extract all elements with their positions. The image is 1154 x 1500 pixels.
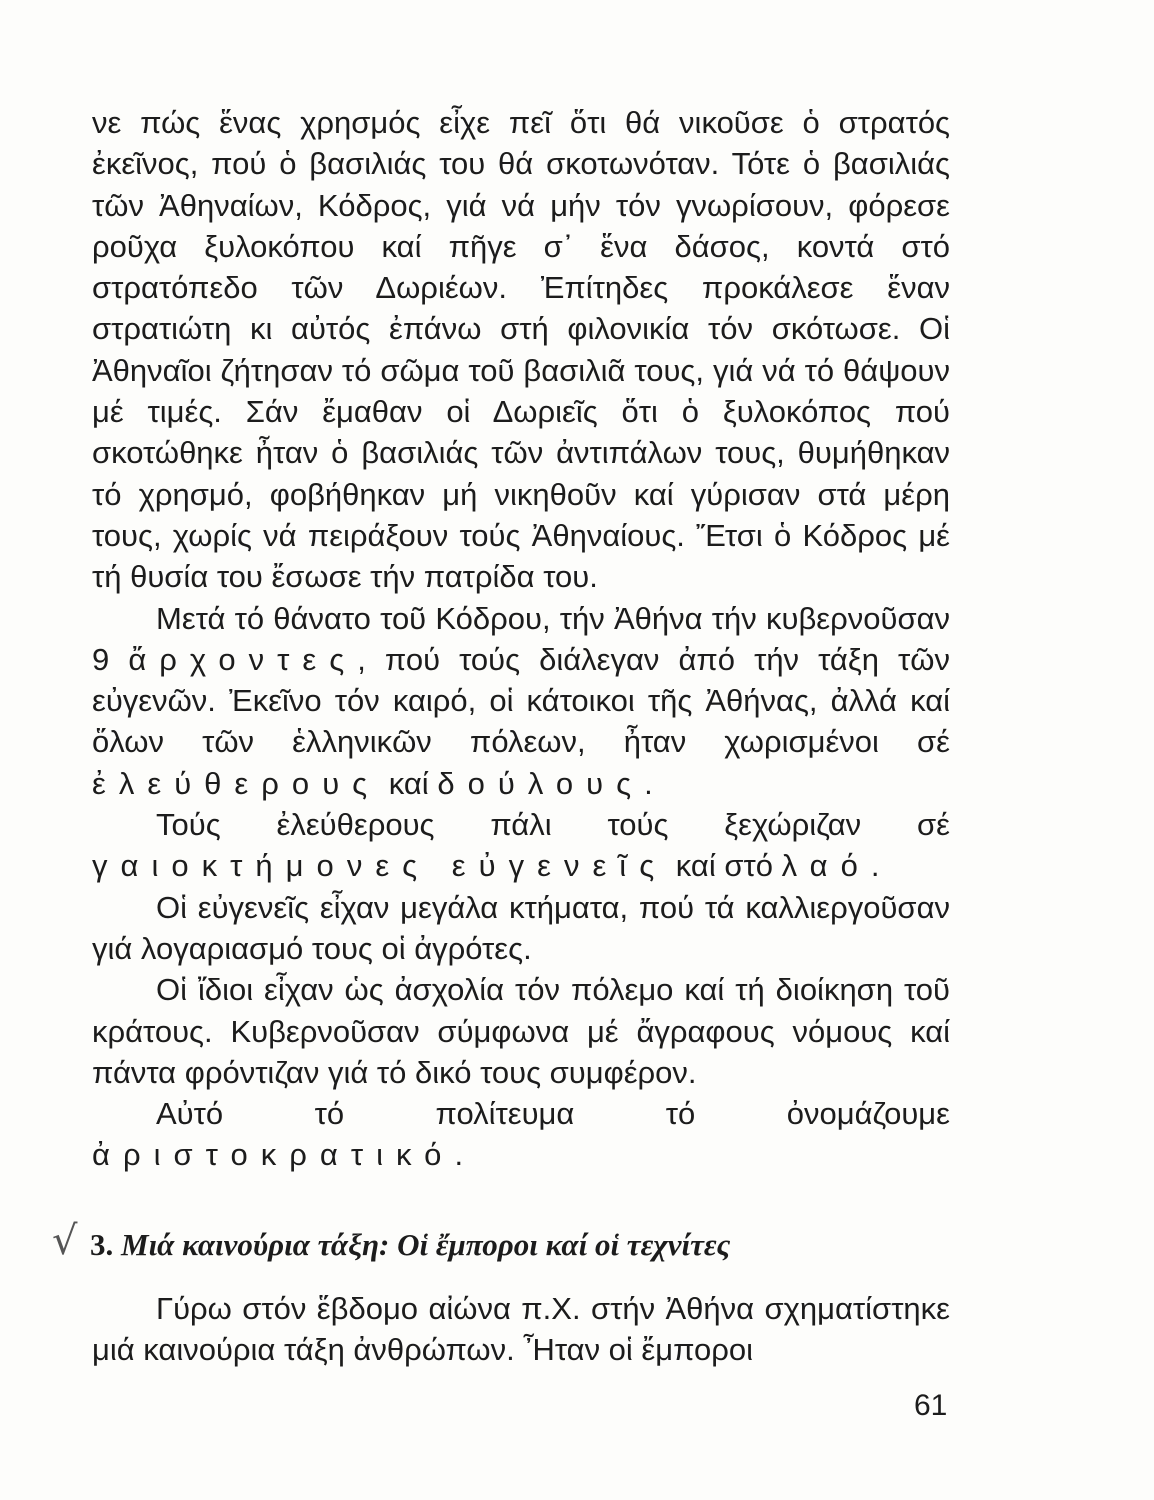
archons-text-start: Μετά τό θάνατο τοῦ Κόδρου, τήν Ἀθήνα τήν κυβερνοῦσαν 9 <box>92 600 950 677</box>
archons-text-middle: , πού τούς διάλεγαν ἀπό τήν τάξη τῶν εὐγενῶν. Ἐκεῖνο τόν καιρό, οἱ κάτοικοι τῆς Ἀθήνας, ἀλλά καί ὅλων τῶν ἑλληνικῶν πόλεων, ἦταν χωρισμένοι σέ <box>92 641 950 760</box>
term-free: ἐλεύθερους <box>92 765 381 801</box>
paragraph-nobles-rule: Οἱ ἴδιοι εἶχαν ὡς ἀσχολία τόν πόλεμο καί τή διοίκηση τοῦ κράτους. Κυβερνοῦσαν σύμφωνα μέ ἄγραφους νόμους καί πάντα φρόντιζαν γιά τό δικό τους συμφέρον. <box>92 972 950 1090</box>
term-archons: ἄρχοντες <box>128 641 358 677</box>
term-landowners: γαιοκτήμονες εὐγενεῖς <box>92 848 668 884</box>
term-slaves: δούλους <box>437 765 645 801</box>
archons-text-end: . <box>644 765 653 801</box>
paragraph-free-classes <box>92 804 950 887</box>
page-number: 61 <box>914 1389 948 1422</box>
term-people: λαό <box>781 848 871 884</box>
free-classes-text-start: Τούς ἐλεύθερους πάλι τούς ξεχώριζαν σέ <box>156 807 950 843</box>
archons-text-and: καί <box>388 765 429 801</box>
section-heading <box>90 1227 950 1263</box>
section-title: Μιά καινούρια τάξη: Οἱ ἔμποροι καί οἱ τεχνίτες <box>121 1227 731 1262</box>
check-mark-icon: √ <box>52 1218 78 1264</box>
free-classes-text-end: . <box>870 848 880 884</box>
body-text <box>92 102 950 1176</box>
aristocracy-text-end: . <box>454 1137 464 1173</box>
section-body <box>92 1288 950 1371</box>
paragraph-aristocracy <box>92 1093 950 1176</box>
paragraph-kodros-story: νε πώς ἕνας χρησμός εἶχε πεῖ ὅτι θά νικοῦσε ὁ στρατός ἐκεῖνος, πού ὁ βασιλιάς του θά σκοτωνόταν. Τότε ὁ βασιλιάς τῶν Ἀθηναίων, Κόδρος, γιά νά μήν τόν γνωρίσουν, φόρεσε ροῦχα ξυλοκόπου καί πῆγε σ᾽ ἕνα δάσος, κοντά στό στρατόπεδο τῶν Δωριέων. Ἐπίτηδες προκάλεσε ἕναν στρατιώτη κι αὐτός ἐπάνω στή φιλονικία τόν σκότωσε. Οἱ Ἀθηναῖοι ζήτησαν τό σῶμα τοῦ βασιλιᾶ τους, γιά νά τό θάψουν μέ τιμές. Σάν ἔμαθαν οἱ Δωριεῖς ὅτι ὁ ξυλοκόπος πού σκοτώθηκε ἦταν ὁ βασιλιάς τῶν ἀντιπάλων τους, θυμήθηκαν τό χρησμό, φοβήθηκαν μή νικηθοῦν καί γύρισαν στά μέρη τους, χωρίς νά πειράξουν τούς Ἀθηναίους. Ἔτσι ὁ Κόδρος μέ τή θυσία του ἔσωσε τήν πατρίδα του. <box>92 105 950 595</box>
term-aristocratic: ἀριστοκρατικό <box>92 1137 455 1173</box>
paragraph-nobles-estates: Οἱ εὐγενεῖς εἶχαν μεγάλα κτήματα, πού τά καλλιεργοῦσαν γιά λογαριασμό τους οἱ ἀγρότες. <box>92 889 950 966</box>
aristocracy-text-start: Αὐτό τό πολίτευμα τό ὀνομάζουμε <box>156 1096 950 1132</box>
paragraph-new-class: Γύρω στόν ἕβδομο αἰώνα π.Χ. στήν Ἀθήνα σχηματίστηκε μιά καινούρια τάξη ἀνθρώπων. Ἦταν οἱ ἔμποροι <box>92 1291 950 1368</box>
free-classes-text-middle: καί στό <box>675 848 773 884</box>
paragraph-archons <box>92 598 950 804</box>
section-number: 3. <box>90 1227 114 1262</box>
